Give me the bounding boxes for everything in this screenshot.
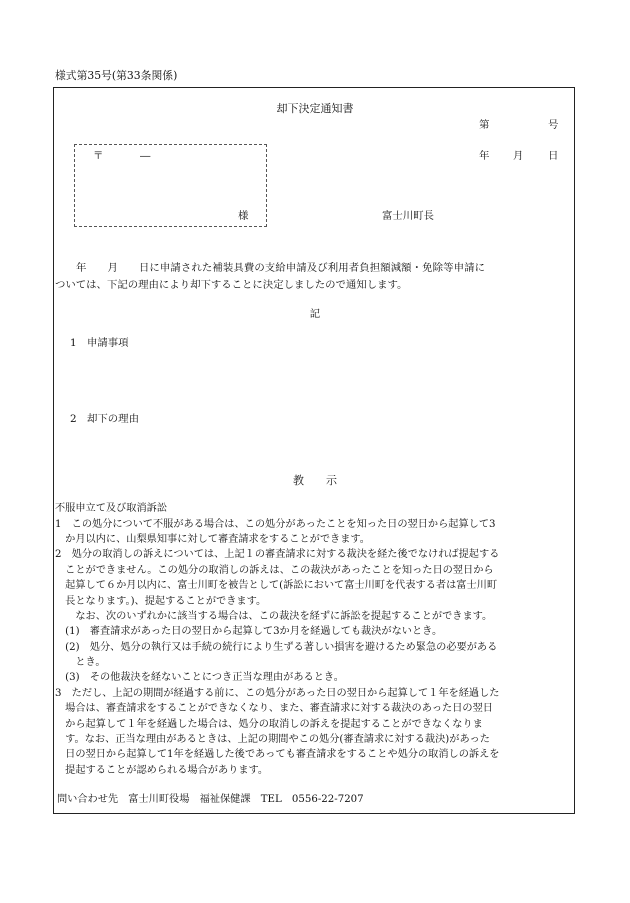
kyoji-line: 日の翌日から起算して1年を経過した後であっても審査請求をすることや処分の取消しの訴えを (55, 749, 500, 760)
item-rejection-reason: 2 却下の理由 (70, 413, 139, 425)
kyoji-line: ことができません。この処分の取消しの訴えは、この裁決があったことを知った日の翌日から (55, 565, 494, 576)
kyoji-line: なお、次のいずれかに該当する場合は、この裁決を経ずに訴訟を提起することができます。 (55, 611, 493, 622)
postal-dash: ― (140, 150, 151, 162)
kyoji-line: (1) 審査請求があった日の翌日から起算して3か月を経過しても裁決がないとき。 (55, 626, 443, 637)
item-application: 1 申請事項 (70, 337, 129, 349)
honorific-sama: 様 (238, 210, 249, 222)
contact-info: 問い合わせ先 富士川町役場 福祉保健課 TEL 0556-22-7207 (57, 794, 364, 805)
date-year: 年 (479, 150, 490, 162)
kyoji-line: か月以内に、山梨県知事に対して審査請求をすることができます。 (55, 534, 370, 545)
kyoji-line: 2 処分の取消しの訴えについては、上記１の審査請求に対する裁決を経た後でなければ提起する (55, 549, 500, 560)
kyoji-line: (3) その他裁決を経ないことにつき正当な理由があるとき。 (55, 672, 344, 683)
kyoji-line: (2) 処分、処分の執行又は手続の続行により生ずる著しい損害を避けるため緊急の必要がある (55, 642, 498, 653)
page-title: 却下決定通知書 (276, 102, 354, 115)
date-month: 月 (513, 150, 524, 162)
doc-number-gou: 号 (548, 119, 559, 131)
kyoji-line: 1 この処分について不服がある場合は、この処分があったことを知った日の翌日から起算して3 (55, 519, 496, 530)
kyoji-heading: 教 示 (293, 474, 337, 487)
issuer-name: 富士川町長 (382, 210, 434, 222)
kyoji-line: 不服申立て及び取消訴訟 (55, 503, 168, 514)
kyoji-line: 場合は、審査請求をすることができなくなり、また、審査請求に対する裁決のあった日の翌日 (55, 703, 493, 714)
kyoji-line: 提起することが認められる場合があります。 (55, 765, 269, 776)
body-line-1: 年 月 日に申請された補装具費の支給申請及び利用者負担額減額・免除等申請に (55, 262, 486, 274)
ki-heading: 記 (309, 308, 321, 320)
kyoji-line: 起算して６か月以内に、富士川町を被告として(訴訟において富士川町を代表する者は富士川町 (55, 580, 498, 591)
body-line-2: ついては、下記の理由により却下することに決定しましたので通知します。 (55, 279, 408, 291)
kyoji-line: から起算して１年を経過した場合は、処分の取消しの訴えを提起することができなくなりま (55, 719, 483, 730)
kyoji-line: 長となります。)、提起することができます。 (55, 596, 267, 607)
postal-mark: 〒 (93, 150, 104, 162)
doc-number-dai: 第 (479, 119, 490, 131)
kyoji-line: とき。 (55, 657, 106, 668)
date-day: 日 (548, 150, 559, 162)
form-number: 様式第35号(第33条関係) (55, 69, 178, 82)
kyoji-line: 3 ただし、上記の期間が経過する前に、この処分があった日の翌日から起算して１年を経過した (55, 688, 500, 699)
kyoji-line: す。なお、正当な理由があるときは、上記の期間やこの処分(審査請求に対する裁決)があった (55, 734, 490, 745)
